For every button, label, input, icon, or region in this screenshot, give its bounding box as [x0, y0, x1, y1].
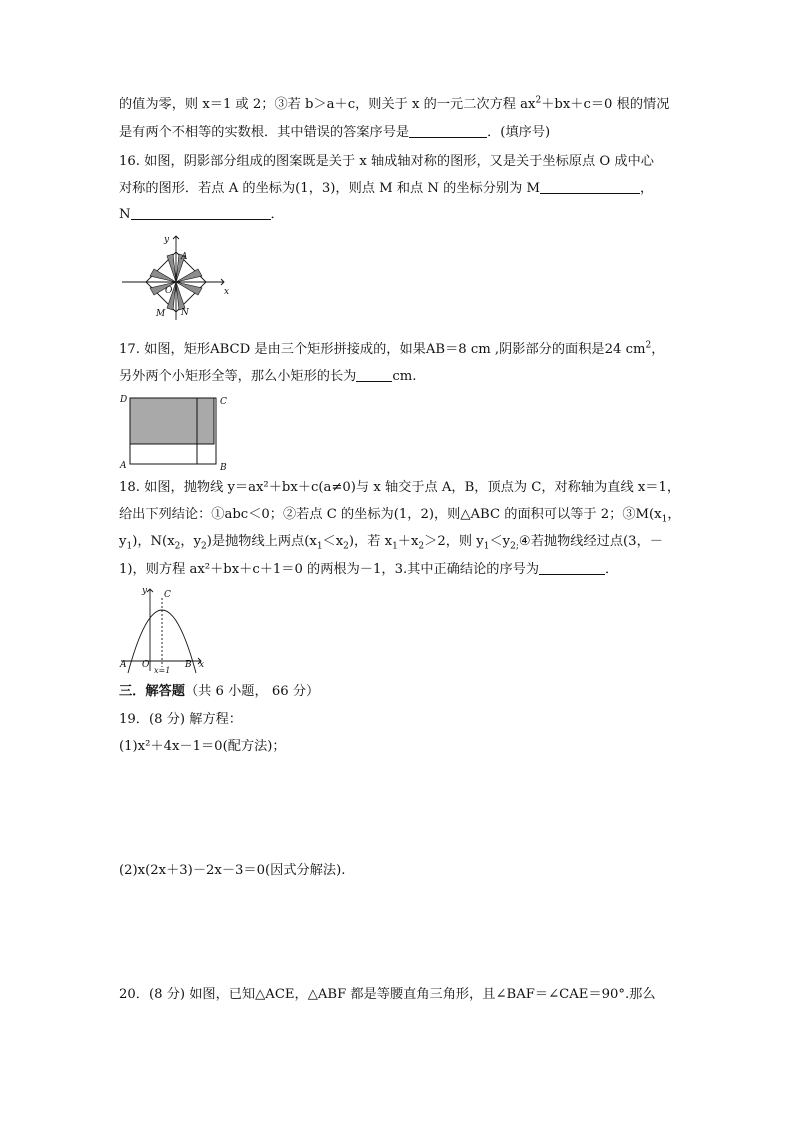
answer-blank[interactable] — [409, 124, 487, 138]
section-3-heading: 三．解答题（共 6 小题， 66 分） — [119, 684, 320, 699]
answer-blank-m[interactable] — [540, 180, 640, 194]
q19-title: 19．(8 分) 解方程： — [119, 712, 242, 727]
q16-line-1: 16. 如图，阴影部分组成的图案既是关于 x 轴成轴对称的图形，又是关于坐标原点 O 成中心 — [119, 154, 654, 169]
q18-line-1: 18. 如图，抛物线 y＝ax²＋bx＋c(a≠0)与 x 轴交于点 A，B，顶点为 C，对称轴为直线 x＝1， — [119, 480, 681, 495]
q17-line-2: 另外两个小矩形全等，那么小矩形的长为 cm. — [119, 369, 417, 384]
small-rectangle — [130, 444, 197, 464]
vertex-c-label: C — [164, 590, 171, 600]
q17-figure — [117, 392, 237, 472]
origin-label: O — [165, 286, 173, 296]
q16-line-2: 对称的图形．若点 A 的坐标为(1，3)，则点 M 和点 N 的坐标分别为 M ， — [119, 181, 654, 196]
q18-line-4: 1)，则方程 ax²＋bx＋c＋1＝0 的两根为－1，3.其中正确结论的序号为 ． — [119, 562, 619, 577]
point-b-label: B — [185, 660, 192, 670]
symmetry-axis-label: x=1 — [154, 666, 171, 675]
point-m-label: M — [156, 309, 166, 319]
point-a-label: A — [120, 660, 127, 670]
q17-line-1: 17. 如图，矩形ABCD 是由三个矩形拼接成的，如果AB＝8 cm ,阴影部分的面积是24 $cm^2$， — [119, 340, 665, 357]
origin-label: O — [142, 660, 150, 670]
continuation-line-2: 是有两个不相等的实数根．其中错误的答案序号是 ．(填序号) — [119, 125, 551, 140]
label-d: D — [120, 395, 128, 405]
q18-line-3: $y_1$)，$N(x_2$，$y_2$)是抛物线上两点$(x_1<x_2)$，若 $x_1+x_2>2$，则 $y_1<y_{2;}④$若抛物线经过点(3，－ — [119, 534, 663, 552]
q16-line-3: N ． — [119, 207, 284, 222]
q18-line-2: 给出下列结论：①abc＜0；②若点 C 的坐标为(1，2)，则△ABC 的面积可以等于 2；$③M(x_1$， — [119, 507, 681, 525]
label-a: A — [120, 461, 127, 471]
answer-blank[interactable] — [539, 561, 605, 575]
x-axis-label: x — [224, 287, 230, 297]
shaded-rectangle — [130, 398, 214, 444]
point-a-label: A — [181, 252, 188, 262]
y-axis-label: y — [142, 586, 148, 596]
label-c: C — [220, 397, 227, 407]
label-b: B — [220, 463, 227, 472]
q19-part-2: (2)x(2x＋3)－2x－3＝0(因式分解法). — [119, 863, 346, 878]
y-axis-label: y — [164, 235, 170, 245]
continuation-line-1: 的值为零，则 x＝1 或 2；③若 b＞a＋c，则关于 x 的一元二次方程 $ax^2+bx+c=0$ 根的情况 — [119, 95, 670, 112]
q20-line-1: 20．(8 分) 如图，已知△ACE，△ABF 都是等腰直角三角形，且∠BAF＝∠CAE＝90°.那么 — [119, 987, 656, 1002]
q18-figure — [117, 585, 209, 675]
point-n-label: N — [181, 308, 189, 318]
x-axis-label: x — [199, 660, 205, 670]
answer-blank[interactable] — [356, 368, 392, 382]
q16-figure — [120, 232, 232, 322]
q19-part-1: (1)x²＋4x－1＝0(配方法)； — [119, 739, 286, 754]
answer-blank-n[interactable] — [131, 206, 271, 220]
